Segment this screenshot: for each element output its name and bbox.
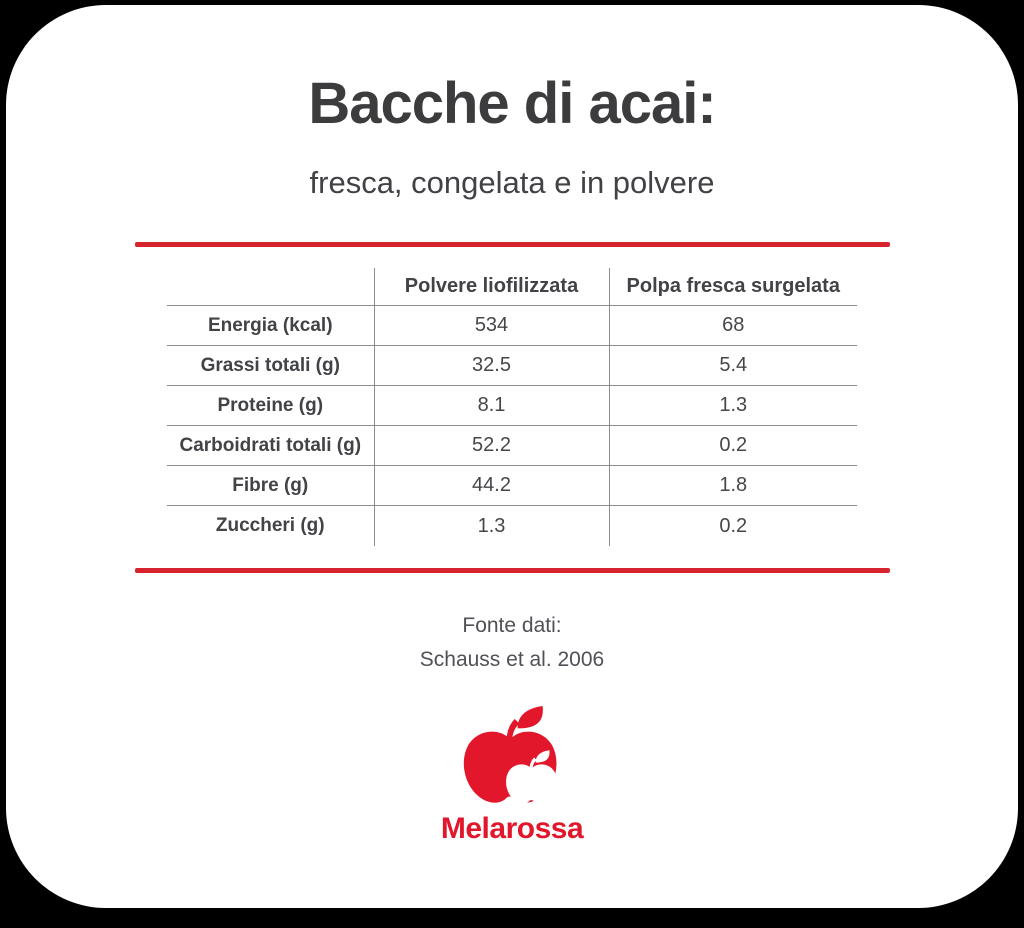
- value-cell: 1.3: [609, 386, 857, 426]
- value-cell: 0.2: [609, 506, 857, 546]
- column-header-powder: Polvere liofilizzata: [374, 268, 609, 306]
- table-row: [167, 506, 857, 546]
- apple-logo-icon: [6, 706, 1018, 810]
- value-cell: 68: [609, 306, 857, 346]
- row-label-cell: Grassi totali (g): [200, 354, 340, 376]
- table-row: [167, 386, 857, 426]
- source-label: Fonte dati:: [462, 613, 562, 637]
- row-label-cell: Energia (kcal): [207, 314, 333, 336]
- value-cell: 8.1: [374, 386, 609, 426]
- value-cell: 44.2: [374, 466, 609, 506]
- table-row: [167, 426, 857, 466]
- value-cell: 534: [374, 306, 609, 346]
- value-cell: 32.5: [374, 346, 609, 386]
- row-label-cell: Fibre (g): [232, 474, 309, 496]
- corner-header-cell: [167, 268, 374, 306]
- row-label-cell: Proteine (g): [217, 394, 324, 416]
- table-row: [167, 346, 857, 386]
- value-cell: 1.3: [374, 506, 609, 546]
- row-label-cell: Carboidrati totali (g): [179, 434, 362, 456]
- table-row: [167, 306, 857, 346]
- bottom-red-divider: [135, 568, 890, 573]
- top-red-divider: [135, 242, 890, 247]
- infographic-card: [6, 5, 1018, 908]
- table-header-row: [167, 268, 857, 306]
- nutrition-table: [167, 268, 857, 546]
- brand-name: Melarossa: [440, 812, 584, 846]
- value-cell: 1.8: [609, 466, 857, 506]
- value-cell: 52.2: [374, 426, 609, 466]
- page-subtitle: fresca, congelata e in polvere: [309, 164, 715, 200]
- source-citation: Schauss et al. 2006: [419, 648, 605, 672]
- table-row: [167, 466, 857, 506]
- value-cell: 5.4: [609, 346, 857, 386]
- row-label-cell: Zuccheri (g): [215, 515, 325, 537]
- value-cell: 0.2: [609, 426, 857, 466]
- page-title: Bacche di acai:: [308, 71, 716, 136]
- column-header-pulp: Polpa fresca surgelata: [609, 268, 857, 306]
